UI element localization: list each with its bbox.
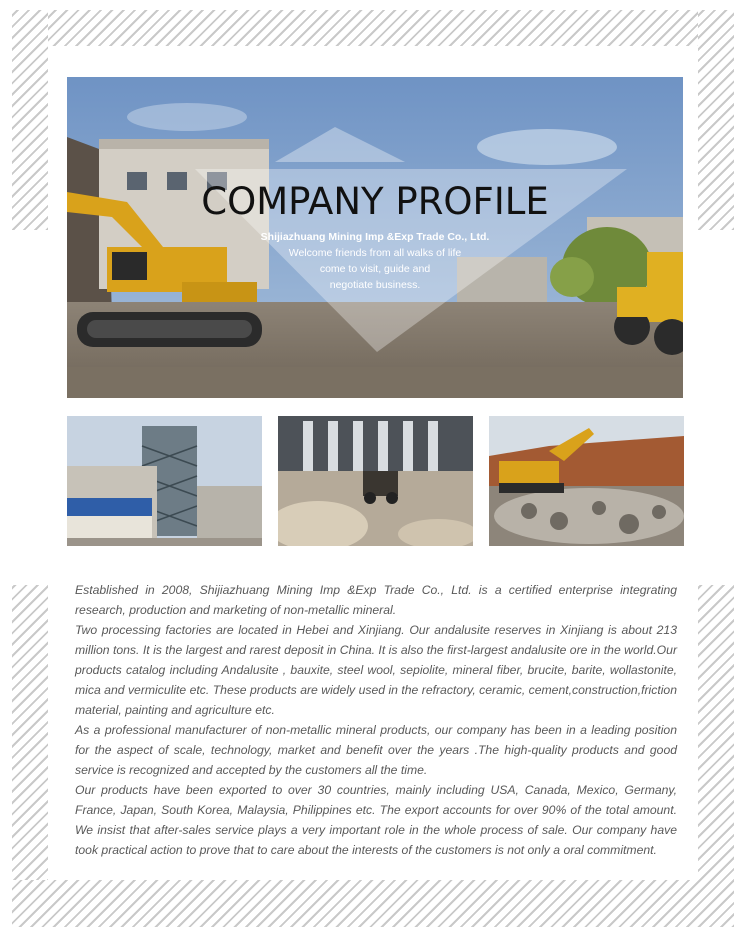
welcome-line-2: come to visit, guide and xyxy=(319,263,431,275)
welcome-line-3: negotiate business. xyxy=(329,279,421,291)
decorative-stripe-border-left-top xyxy=(12,10,48,230)
page-title: COMPANY PROFILE xyxy=(201,180,549,223)
decorative-stripe-border-top xyxy=(12,10,734,46)
warehouse-ore-photo xyxy=(278,416,473,546)
company-description xyxy=(75,580,677,860)
decorative-stripe-border-right-bottom xyxy=(698,585,734,927)
welcome-line-1: Welcome friends from all walks of life xyxy=(288,247,462,259)
decorative-stripe-border-right-top xyxy=(698,10,734,230)
quarry-excavator-photo xyxy=(489,416,684,546)
hero-banner xyxy=(67,77,683,398)
description-paragraph: Two processing factories are located in Hebei and Xinjiang. Our andalusite reserves in Xinjiang is about 213 million tons. It is the largest and rarest deposit in China. It is also the first-largest andalusite ore in the world.Our products catalog including Andalusite , bauxite, steel wool, sepiolite, mineral fiber, brucite, barite, wollastonite, mica and vermiculite etc. These products are widely used in the refractory, ceramic, cement,construction,friction material, painting and agriculture etc. xyxy=(75,623,677,717)
factory-tower-photo xyxy=(67,416,262,546)
company-name: Shijiazhuang Mining Imp &Exp Trade Co., Ltd. xyxy=(260,231,490,243)
hero-subtitle xyxy=(67,229,683,293)
description-paragraph: Established in 2008, Shijiazhuang Mining Imp &Exp Trade Co., Ltd. is a certified enterprise integrating research, production and marketing of non-metallic mineral. xyxy=(75,583,677,617)
description-paragraph: Our products have been exported to over 30 countries, mainly including USA, Canada, Mexico, Germany, France, Japan, South Korea, Malaysia, Philippines etc. The export accounts for over 90% of the total amount. We insist that after-sales service plays a very important role in the whole process of sale. Our company have took practical action to prove that to care about the interests of the customers is not only a oral commitment. xyxy=(75,783,677,857)
decorative-stripe-border-left-bottom xyxy=(12,585,48,927)
description-paragraph: As a professional manufacturer of non-metallic mineral products, our company has been in a leading position for the aspect of scale, technology, market and benefit over the years .The high-quality products and good service is recognized and accepted by the customers all the time. xyxy=(75,723,677,777)
decorative-stripe-border-bottom xyxy=(12,880,734,927)
